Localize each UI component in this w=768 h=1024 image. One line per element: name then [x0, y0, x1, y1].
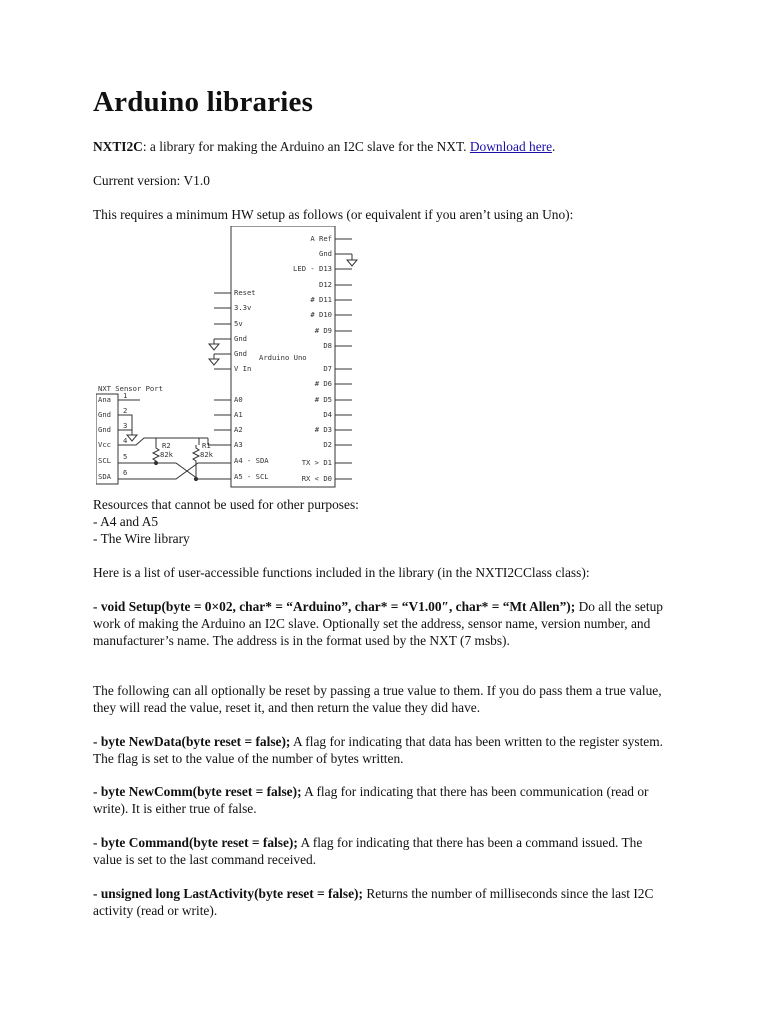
function-description: Returns the number of milliseconds since the last I2C activity (read or write).	[93, 886, 654, 918]
svg-text:3: 3	[123, 421, 128, 430]
resistor-label: R2	[162, 441, 171, 450]
pin-label: Gnd	[234, 334, 247, 343]
function-signature: byte NewData(byte reset = false);	[100, 734, 291, 749]
svg-text:2: 2	[123, 406, 128, 415]
svg-text:Ana: Ana	[98, 395, 111, 404]
svg-text:6: 6	[123, 468, 128, 477]
library-description: : a library for making the Arduino an I2C slave for the NXT.	[142, 139, 470, 154]
pin-label: D12	[319, 280, 332, 289]
pin-label: TX > D1	[301, 458, 332, 467]
pin-label: A2	[234, 425, 243, 434]
pin-label: Reset	[234, 288, 256, 297]
library-name: NXTI2C	[93, 139, 143, 154]
function-signature: byte NewComm(byte reset = false);	[100, 784, 302, 799]
pin-label: A0	[234, 395, 243, 404]
pin-label: A Ref	[310, 234, 332, 243]
ground-symbol	[347, 260, 357, 266]
pin-label: D2	[323, 440, 332, 449]
sensor-port-title: NXT Sensor Port	[98, 384, 163, 393]
pin-label: # D10	[310, 310, 332, 319]
reset-note: The following can all optionally be reset by passing a true value to them. If you do pass them a true value, they will read the value, reset it, and then return the value they did have.	[93, 683, 662, 715]
svg-text:Gnd: Gnd	[98, 410, 111, 419]
pin-label: # D3	[314, 425, 332, 434]
ground-symbol	[209, 359, 219, 365]
svg-text:Vcc: Vcc	[98, 440, 111, 449]
left-pin-group	[208, 288, 269, 481]
function-description: A flag for indicating that data has been written to the register system. The flag is set to the value of the number of bytes written.	[93, 734, 664, 766]
resource-item-pins: - A4 and A5	[93, 514, 159, 529]
pin-label: # D9	[314, 326, 332, 335]
svg-text:Gnd: Gnd	[98, 425, 111, 434]
pin-label: Gnd	[234, 349, 247, 358]
pin-label: 3.3v	[234, 303, 252, 312]
pin-label: # D5	[314, 395, 332, 404]
function-signature: void Setup(byte = 0×02, char* = “Arduino”, char* = “V1.00″, char* = “Mt Allen”);	[100, 599, 576, 614]
pin-label: A3	[234, 440, 243, 449]
scl-wire	[118, 463, 231, 479]
hardware-schematic	[96, 226, 376, 490]
pin-label: A5 - SCL	[234, 472, 269, 481]
function-newcomm: - byte NewComm(byte reset = false); A flag for indicating that there has been communication (read or write). It is either true of false.	[93, 784, 649, 816]
pin-label: Gnd	[319, 249, 332, 258]
pin-label: V In	[234, 364, 252, 373]
pin-label: A1	[234, 410, 243, 419]
svg-text:5: 5	[123, 452, 128, 461]
board-label: Arduino Uno	[259, 353, 307, 362]
pin-label: D7	[323, 364, 332, 373]
function-lastactivity: - unsigned long LastActivity(byte reset = false); Returns the number of milliseconds since the last I2C activity (read or write).	[93, 886, 654, 918]
resistor-value: 82k	[160, 450, 173, 459]
pin-label: # D11	[310, 295, 332, 304]
svg-text:SCL: SCL	[98, 456, 111, 465]
sensor-port-box	[96, 394, 118, 484]
sda-wire	[118, 463, 231, 479]
pin-label: D8	[323, 341, 332, 350]
svg-text:1: 1	[123, 391, 128, 400]
current-version: Current version: V1.0	[93, 173, 210, 188]
svg-text:SDA: SDA	[98, 472, 111, 481]
function-setup: - void Setup(byte = 0×02, char* = “Arduino”, char* = “V1.00″, char* = “Mt Allen”); Do all the setup work of making the Arduino an I2C slave. Optionally set the address, sensor name, version number, and manufacturer’s name. The address is in the format used by the NXT (7 msbs).	[93, 599, 663, 648]
function-signature: byte Command(byte reset = false);	[100, 835, 298, 850]
intro-paragraph: NXTI2C: a library for making the Arduino an I2C slave for the NXT. Download here.	[93, 139, 556, 154]
resource-item-wire: - The Wire library	[93, 531, 190, 546]
download-link[interactable]: Download here	[469, 139, 553, 154]
pin-label: RX < D0	[301, 474, 332, 483]
function-command: - byte Command(byte reset = false); A flag for indicating that there has been a command issued. The value is set to the last command received.	[93, 835, 643, 867]
hw-setup-intro: This requires a minimum HW setup as follows (or equivalent if you aren’t using an Uno):	[93, 207, 574, 222]
resistor-label: R1	[202, 441, 211, 450]
function-description: Do all the setup work of making the Arduino an I2C slave. Optionally set the address, sensor name, version number, and manufacturer’s name. The address is in the format used by the NXT (7 msbs).	[93, 599, 663, 648]
resistor-r1	[193, 445, 199, 479]
function-description: A flag for indicating that there has been a command issued. The value is set to the last command received.	[93, 835, 643, 867]
pin-label: D4	[323, 410, 332, 419]
functions-intro: Here is a list of user-accessible functions included in the library (in the NXTI2CClass class):	[93, 565, 590, 580]
pin-label: A4 - SDA	[234, 456, 269, 465]
pin-label: LED - D13	[293, 264, 332, 273]
resources-title: Resources that cannot be used for other purposes:	[93, 497, 359, 512]
function-signature: unsigned long LastActivity(byte reset = false);	[100, 886, 363, 901]
ground-symbol	[127, 435, 137, 441]
page-title: Arduino libraries	[93, 86, 314, 118]
sensor-port-pins	[98, 391, 127, 481]
resistor-r2	[153, 445, 159, 463]
function-newdata: - byte NewData(byte reset = false); A flag for indicating that data has been written to the register system. The flag is set to the value of the number of bytes written.	[93, 734, 664, 766]
pin-label: 5v	[234, 319, 243, 328]
ground-symbol	[209, 344, 219, 350]
function-description: A flag for indicating that there has been communication (read or write). It is either true of false.	[93, 784, 649, 816]
pin-label: # D6	[314, 379, 332, 388]
resistor-value: 82k	[200, 450, 213, 459]
svg-text:4: 4	[123, 436, 128, 445]
